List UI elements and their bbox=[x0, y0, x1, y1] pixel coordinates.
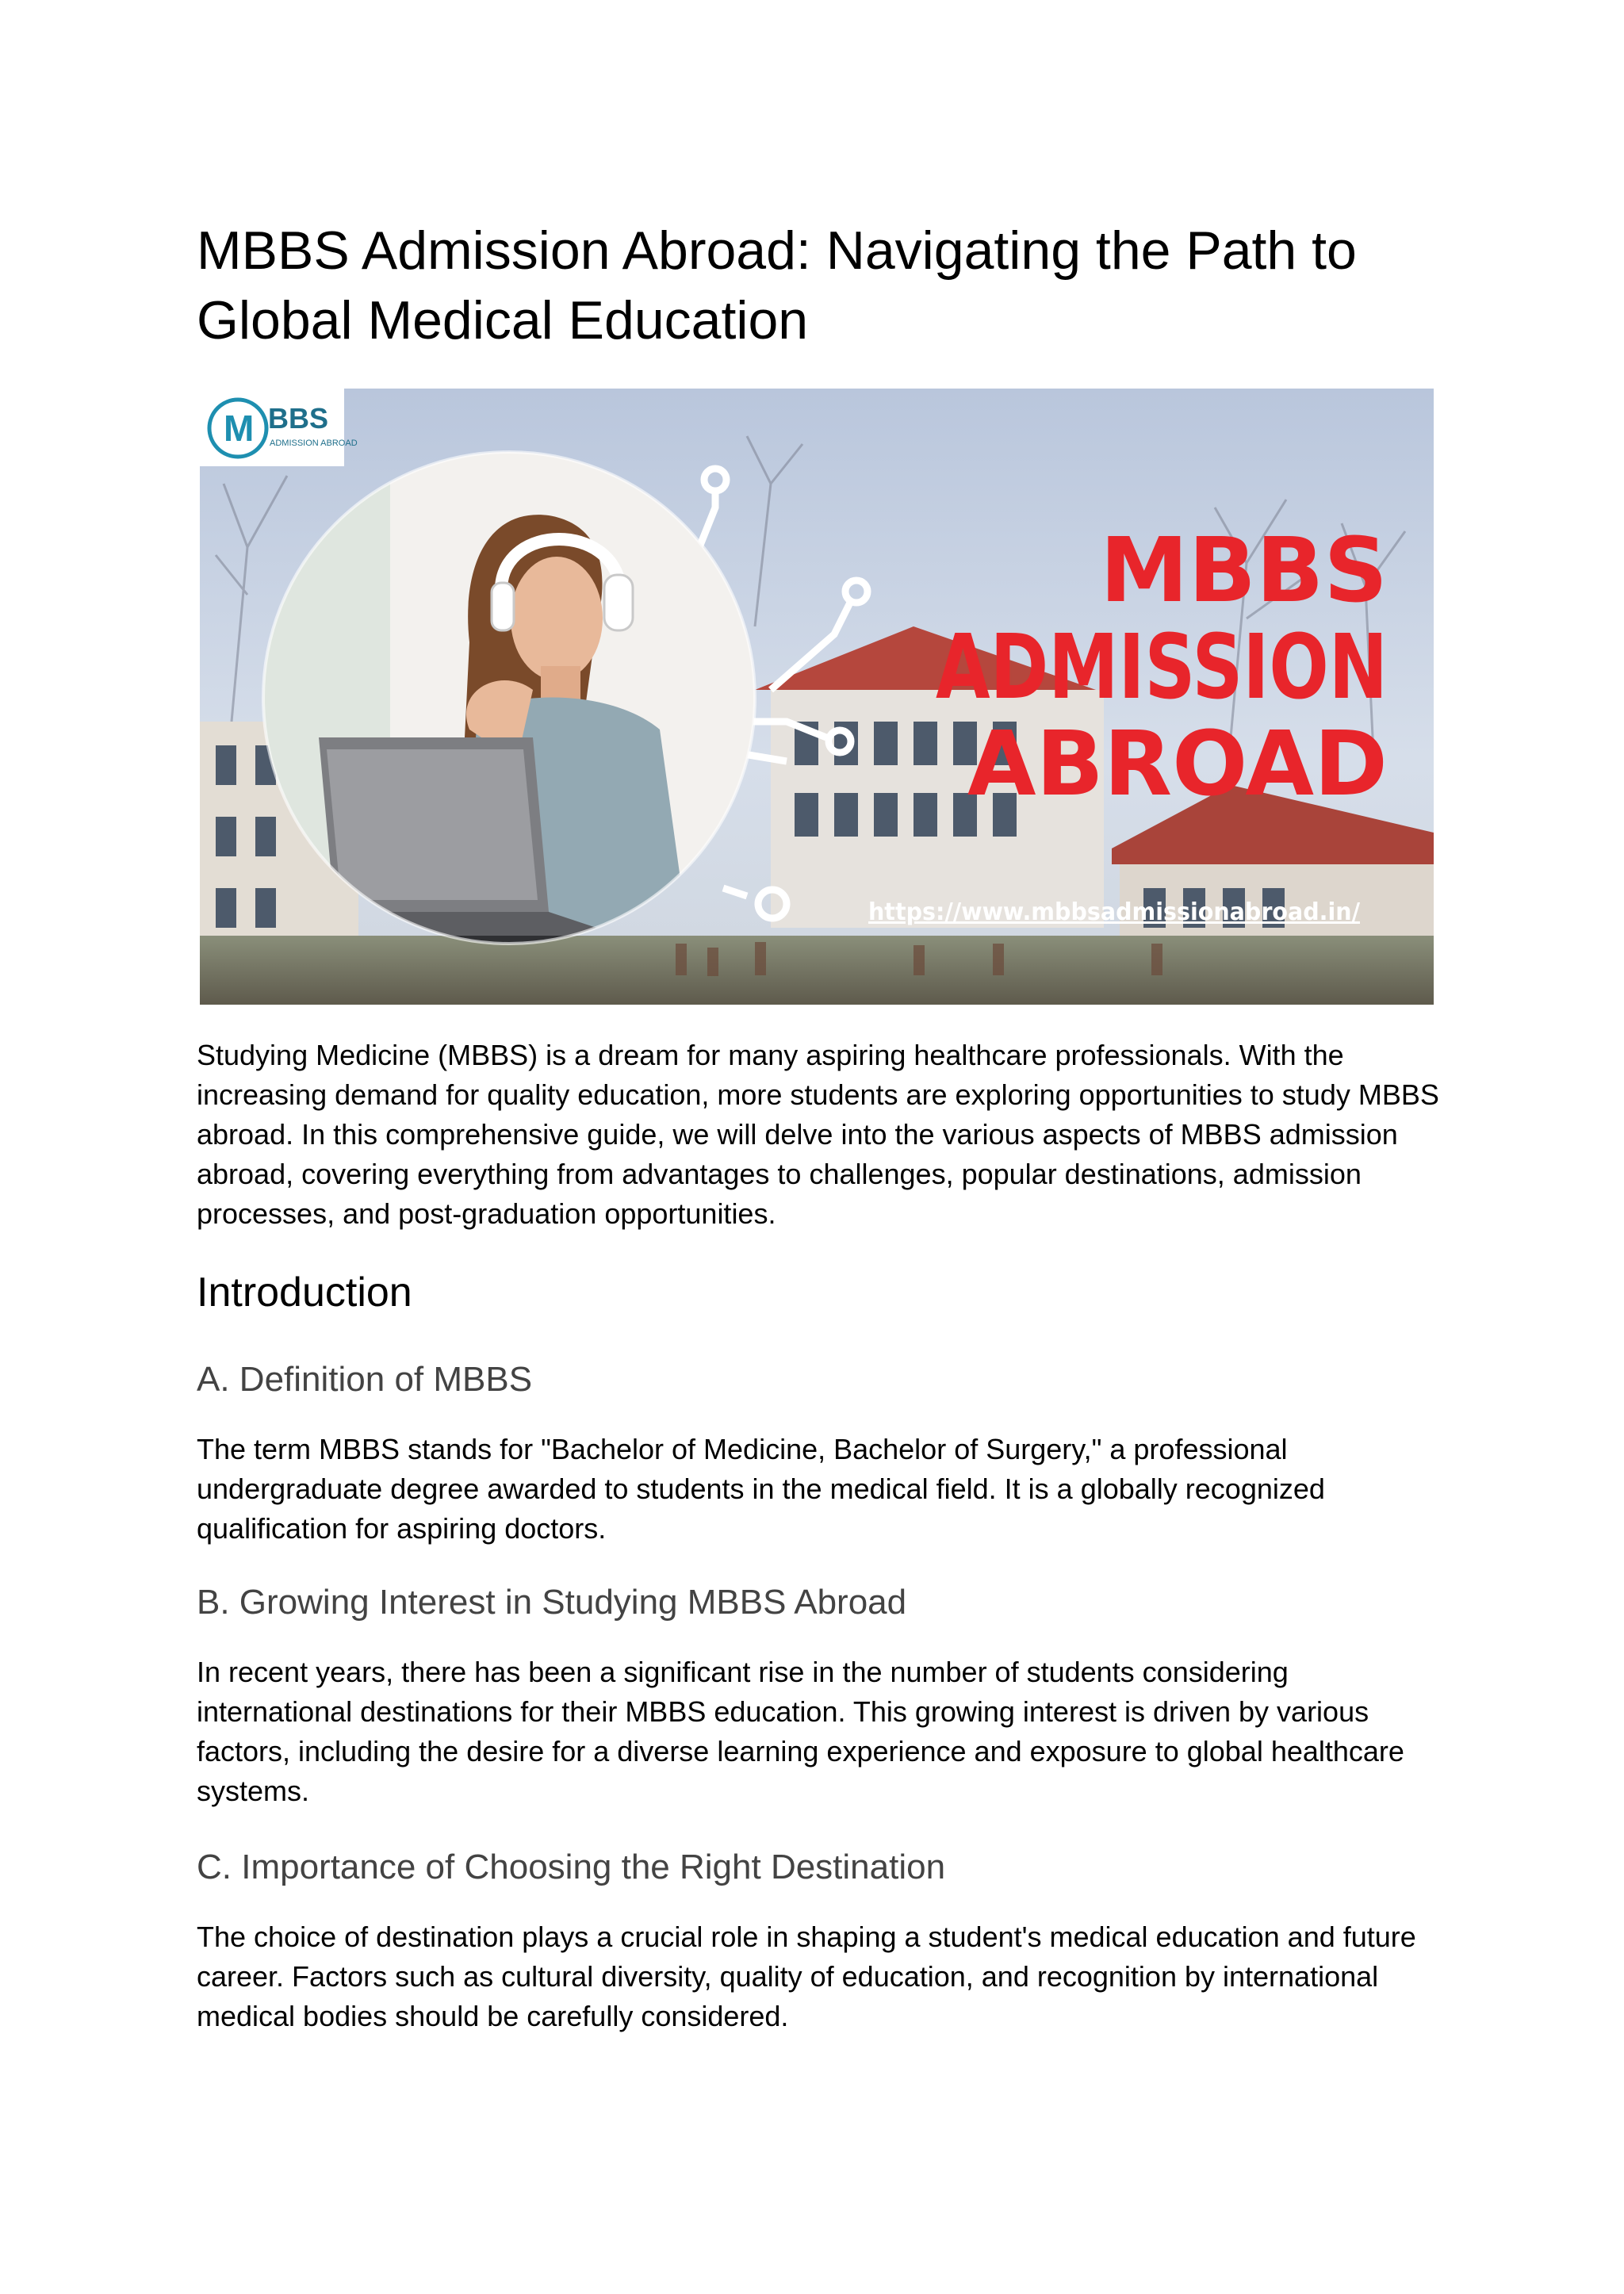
section-a-text: The term MBBS stands for "Bachelor of Medicine, Bachelor of Surgery," a professional undergraduate degree awarded to students in the medical field. It is a globally recognized qualification for aspiring doctors. bbox=[197, 1433, 1325, 1545]
headline-admission: ADMISSION bbox=[936, 616, 1388, 719]
intro-paragraph: Studying Medicine (MBBS) is a dream for many aspiring healthcare professionals. With the increasing demand for quality education, more students are exploring opportunities to study MBBS abroad. In this comprehensive guide, we will delve into the various aspects of MBBS admission abroad, covering everything from advantages to challenges, popular destinations, admission processes, and post-graduation opportunities. bbox=[197, 1039, 1439, 1230]
introduction-heading: Introduction bbox=[197, 1270, 412, 1316]
banner-url[interactable]: https://www.mbbsadmissionabroad.in/ bbox=[868, 898, 1361, 926]
section-b-text: In recent years, there has been a significant rise in the number of students considering international destinations for their MBBS education. This growing interest is driven by various factors, including the desire for a diverse learning experience and exposure to global healthcare systems. bbox=[197, 1656, 1404, 1807]
section-b-heading: B. Growing Interest in Studying MBBS Abroad bbox=[197, 1583, 907, 1622]
section-c-text: The choice of destination plays a crucial role in shaping a student's medical education and future career. Factors such as cultural diversity, quality of education, and recognition by international medical bodies should be carefully considered. bbox=[197, 1921, 1416, 2032]
banner-ground bbox=[200, 936, 1434, 1005]
document-title: MBBS Admission Abroad: Navigating the Path to Global Medical Education bbox=[197, 220, 1357, 350]
banner-image bbox=[200, 389, 1434, 1005]
logo-text: BBS bbox=[268, 402, 329, 435]
logo-subtext: ADMISSION ABROAD bbox=[270, 439, 358, 448]
headline-mbbs: MBBS bbox=[1100, 519, 1388, 622]
section-a-heading: A. Definition of MBBS bbox=[197, 1360, 533, 1399]
svg-text:M: M bbox=[224, 408, 255, 449]
mbbs-logo bbox=[200, 389, 358, 466]
section-c-heading: C. Importance of Choosing the Right Destination bbox=[197, 1848, 946, 1886]
headline-abroad: ABROAD bbox=[967, 713, 1388, 816]
